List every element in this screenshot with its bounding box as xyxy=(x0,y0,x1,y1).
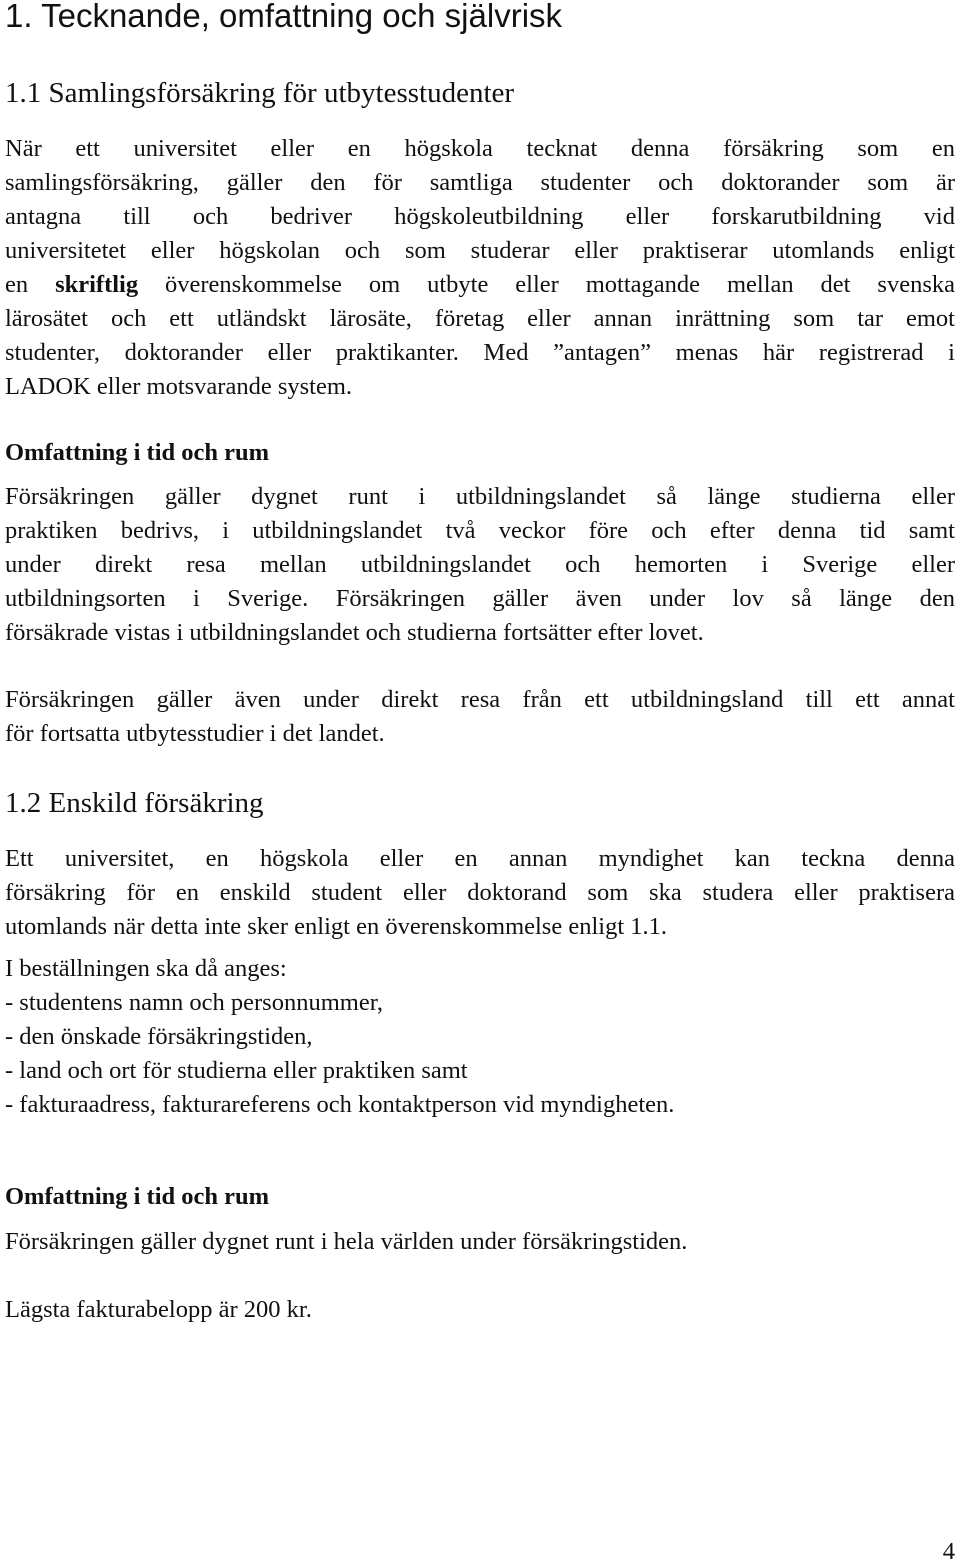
list-item: - land och ort för studierna eller praktiken samt xyxy=(5,1057,468,1084)
paragraph-line-with-bold xyxy=(5,268,955,302)
paragraph-line: försäkring för en enskild student eller doktorand som ska studera eller praktisera xyxy=(5,879,955,906)
line-prefix: en xyxy=(5,271,56,298)
paragraph-line: universitetet eller högskolan och som studerar eller praktiserar utomlands enligt xyxy=(5,237,955,264)
page-number: 4 xyxy=(942,1538,955,1565)
paragraph-line: Lägsta fakturabelopp är 200 kr. xyxy=(5,1296,312,1323)
bold-term: skriftlig xyxy=(55,271,139,298)
section-1-2-paragraph xyxy=(5,842,955,944)
paragraph-line: under direkt resa mellan utbildningslandet och hemorten i Sverige eller xyxy=(5,551,955,578)
section-heading-1-1: 1.1 Samlingsförsäkring för utbytesstudenter xyxy=(5,77,515,109)
paragraph-line: försäkrade vistas i utbildningslandet och studierna fortsätter efter lovet. xyxy=(5,619,704,646)
scope-paragraph-1-1 xyxy=(5,480,955,650)
section-heading-1-2: 1.2 Enskild försäkring xyxy=(5,787,264,819)
paragraph-line: lärosätet och ett utländskt lärosäte, företag eller annan inrättning som tar emot xyxy=(5,305,955,332)
section-1-1-paragraph xyxy=(5,132,955,404)
line-suffix: överenskommelse om utbyte eller mottagande mellan det svenska xyxy=(138,271,955,298)
paragraph-line: samlingsförsäkring, gäller den för samtliga studenter och doktorander som är xyxy=(5,169,955,196)
scope-heading-1-2: Omfattning i tid och rum xyxy=(5,1183,270,1210)
paragraph-line: LADOK eller motsvarande system. xyxy=(5,373,352,400)
list-item: - studentens namn och personnummer, xyxy=(5,989,384,1016)
paragraph-line: studenter, doktorander eller praktikanter. Med ”antagen” menas här registrerad i xyxy=(5,339,955,366)
chapter-heading: 1. Tecknande, omfattning och självrisk xyxy=(5,0,563,34)
paragraph-line: Försäkringen gäller dygnet runt i hela världen under försäkringstiden. xyxy=(5,1228,688,1255)
paragraph-line: Försäkringen gäller dygnet runt i utbildningslandet så länge studierna eller xyxy=(5,483,955,510)
paragraph-line: för fortsatta utbytesstudier i det landet. xyxy=(5,720,385,747)
paragraph-line: Försäkringen gäller även under direkt resa från ett utbildningsland till ett annat xyxy=(5,686,955,713)
paragraph-line: antagna till och bedriver högskoleutbildning eller forskarutbildning vid xyxy=(5,203,955,230)
travel-paragraph xyxy=(5,683,955,751)
order-intro: I beställningen ska då anges: xyxy=(5,955,287,982)
paragraph-line: När ett universitet eller en högskola tecknat denna försäkring som en xyxy=(5,135,955,162)
order-requirements xyxy=(5,952,955,1122)
minimum-invoice-paragraph xyxy=(5,1293,955,1327)
list-item: - fakturaadress, fakturareferens och kontaktperson vid myndigheten. xyxy=(5,1091,675,1118)
paragraph-line: utomlands när detta inte sker enligt en överenskommelse enligt 1.1. xyxy=(5,913,668,940)
paragraph-line: Ett universitet, en högskola eller en annan myndighet kan teckna denna xyxy=(5,845,955,872)
scope-heading-1-1: Omfattning i tid och rum xyxy=(5,439,270,466)
scope-paragraph-1-2 xyxy=(5,1225,955,1259)
paragraph-line: utbildningsorten i Sverige. Försäkringen gäller även under lov så länge den xyxy=(5,585,955,612)
paragraph-line: praktiken bedrivs, i utbildningslandet två veckor före och efter denna tid samt xyxy=(5,517,955,544)
list-item: - den önskade försäkringstiden, xyxy=(5,1023,313,1050)
